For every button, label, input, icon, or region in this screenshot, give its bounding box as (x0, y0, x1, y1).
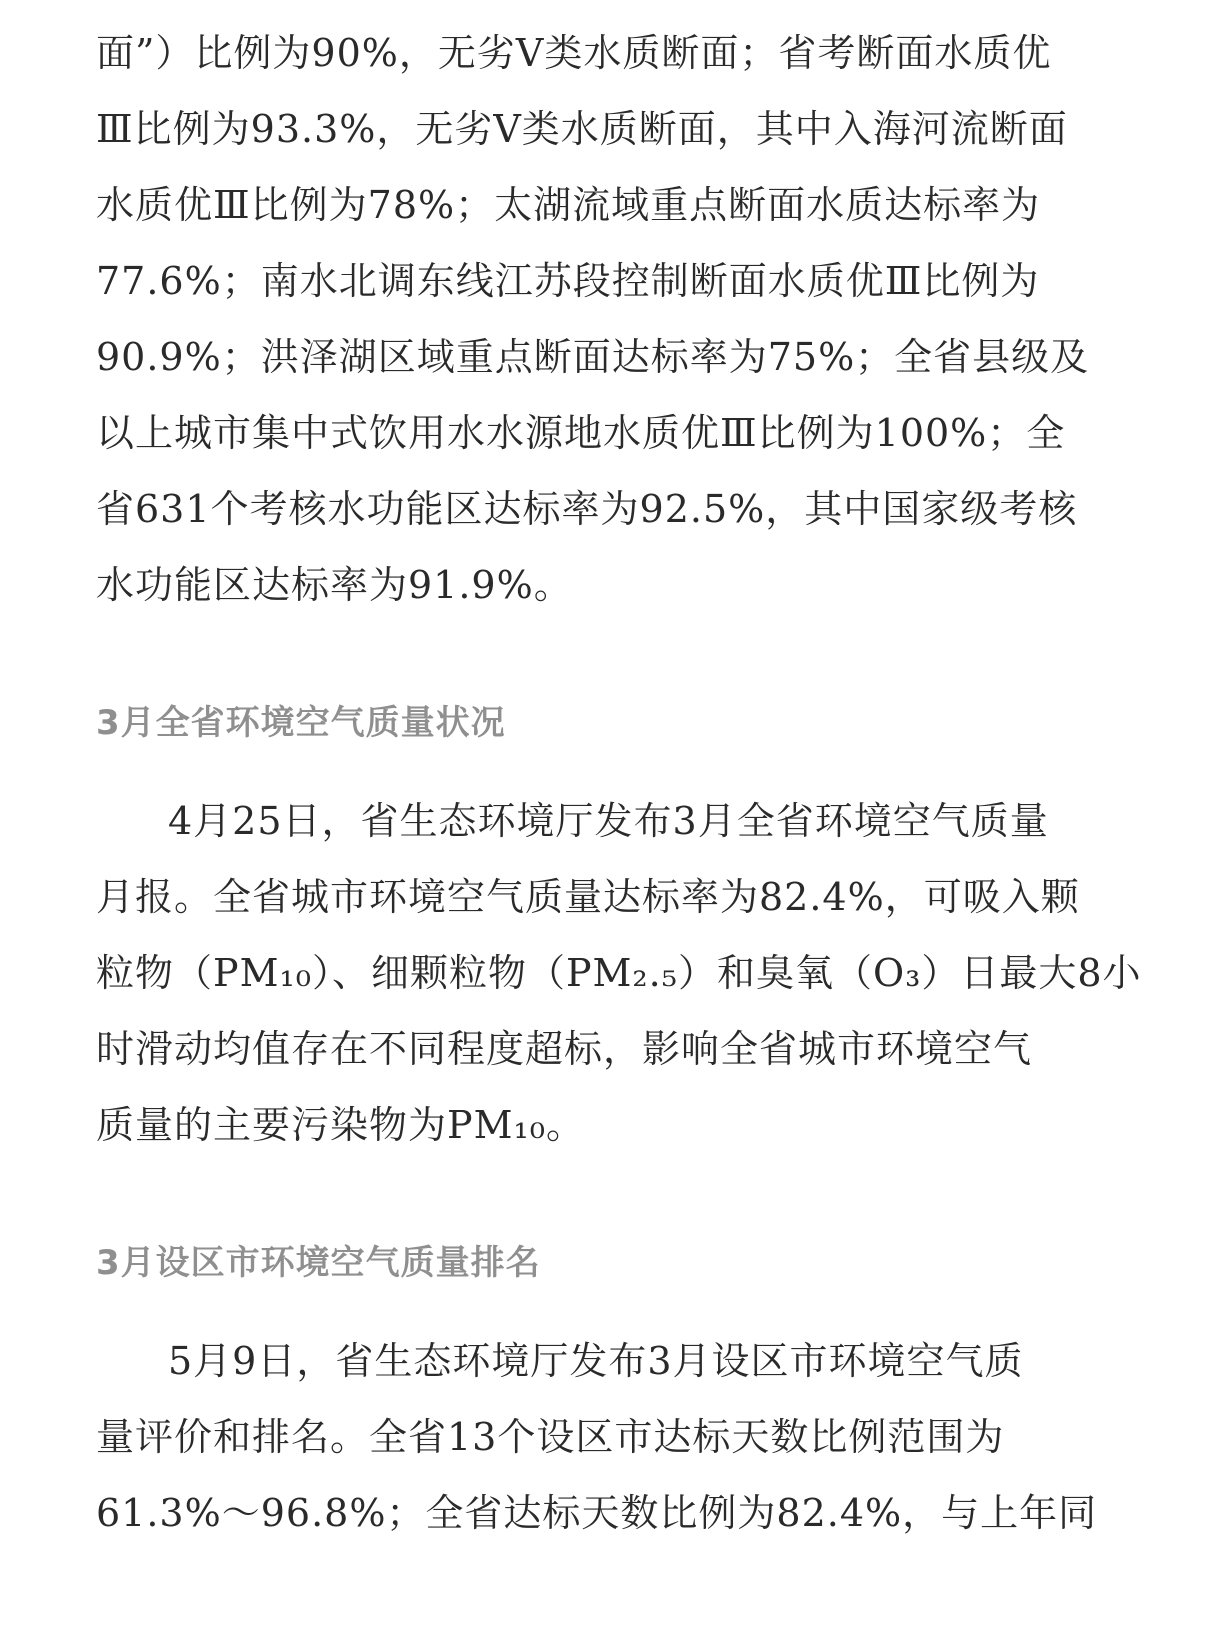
paragraph-line: 61.3%～96.8%；全省达标天数比例为82.4%，与上年同 (96, 1491, 1098, 1535)
paragraph-line: 以上城市集中式饮用水水源地水质优Ⅲ比例为100%；全 (96, 411, 1066, 455)
paragraph-line: 质量的主要污染物为PM₁₀。 (96, 1103, 585, 1147)
paragraph-line: 面”）比例为90%，无劣Ⅴ类水质断面；省考断面水质优 (96, 31, 1052, 75)
paragraph-line: 省631个考核水功能区达标率为92.5%，其中国家级考核 (96, 487, 1078, 531)
paragraph-line: 水质优Ⅲ比例为78%；太湖流域重点断面水质达标率为 (96, 183, 1041, 227)
paragraph-line: 4月25日，省生态环境厅发布3月全省环境空气质量 (168, 799, 1049, 843)
paragraph-line: 水功能区达标率为91.9%。 (96, 563, 573, 607)
paragraph-line: 5月9日，省生态环境厅发布3月设区市环境空气质 (168, 1339, 1024, 1383)
paragraph-line: 月报。全省城市环境空气质量达标率为82.4%，可吸入颗 (96, 875, 1080, 919)
paragraph-line: Ⅲ比例为93.3%，无劣Ⅴ类水质断面，其中入海河流断面 (96, 107, 1068, 151)
paragraph-line: 90.9%；洪泽湖区域重点断面达标率为75%；全省县级及 (96, 335, 1090, 379)
section-heading-ranking: 3月设区市环境空气质量排名 (96, 1243, 541, 1283)
paragraph-line: 77.6%；南水北调东线江苏段控制断面水质优Ⅲ比例为 (96, 259, 1040, 303)
section-heading-air-quality: 3月全省环境空气质量状况 (96, 703, 506, 743)
paragraph-line: 量评价和排名。全省13个设区市达标天数比例范围为 (96, 1415, 1005, 1459)
paragraph-line: 时滑动均值存在不同程度超标，影响全省城市环境空气 (96, 1027, 1033, 1071)
paragraph-line: 粒物（PM₁₀）、细颗粒物（PM₂.₅）和臭氧（O₃）日最大8小 (96, 951, 1142, 995)
